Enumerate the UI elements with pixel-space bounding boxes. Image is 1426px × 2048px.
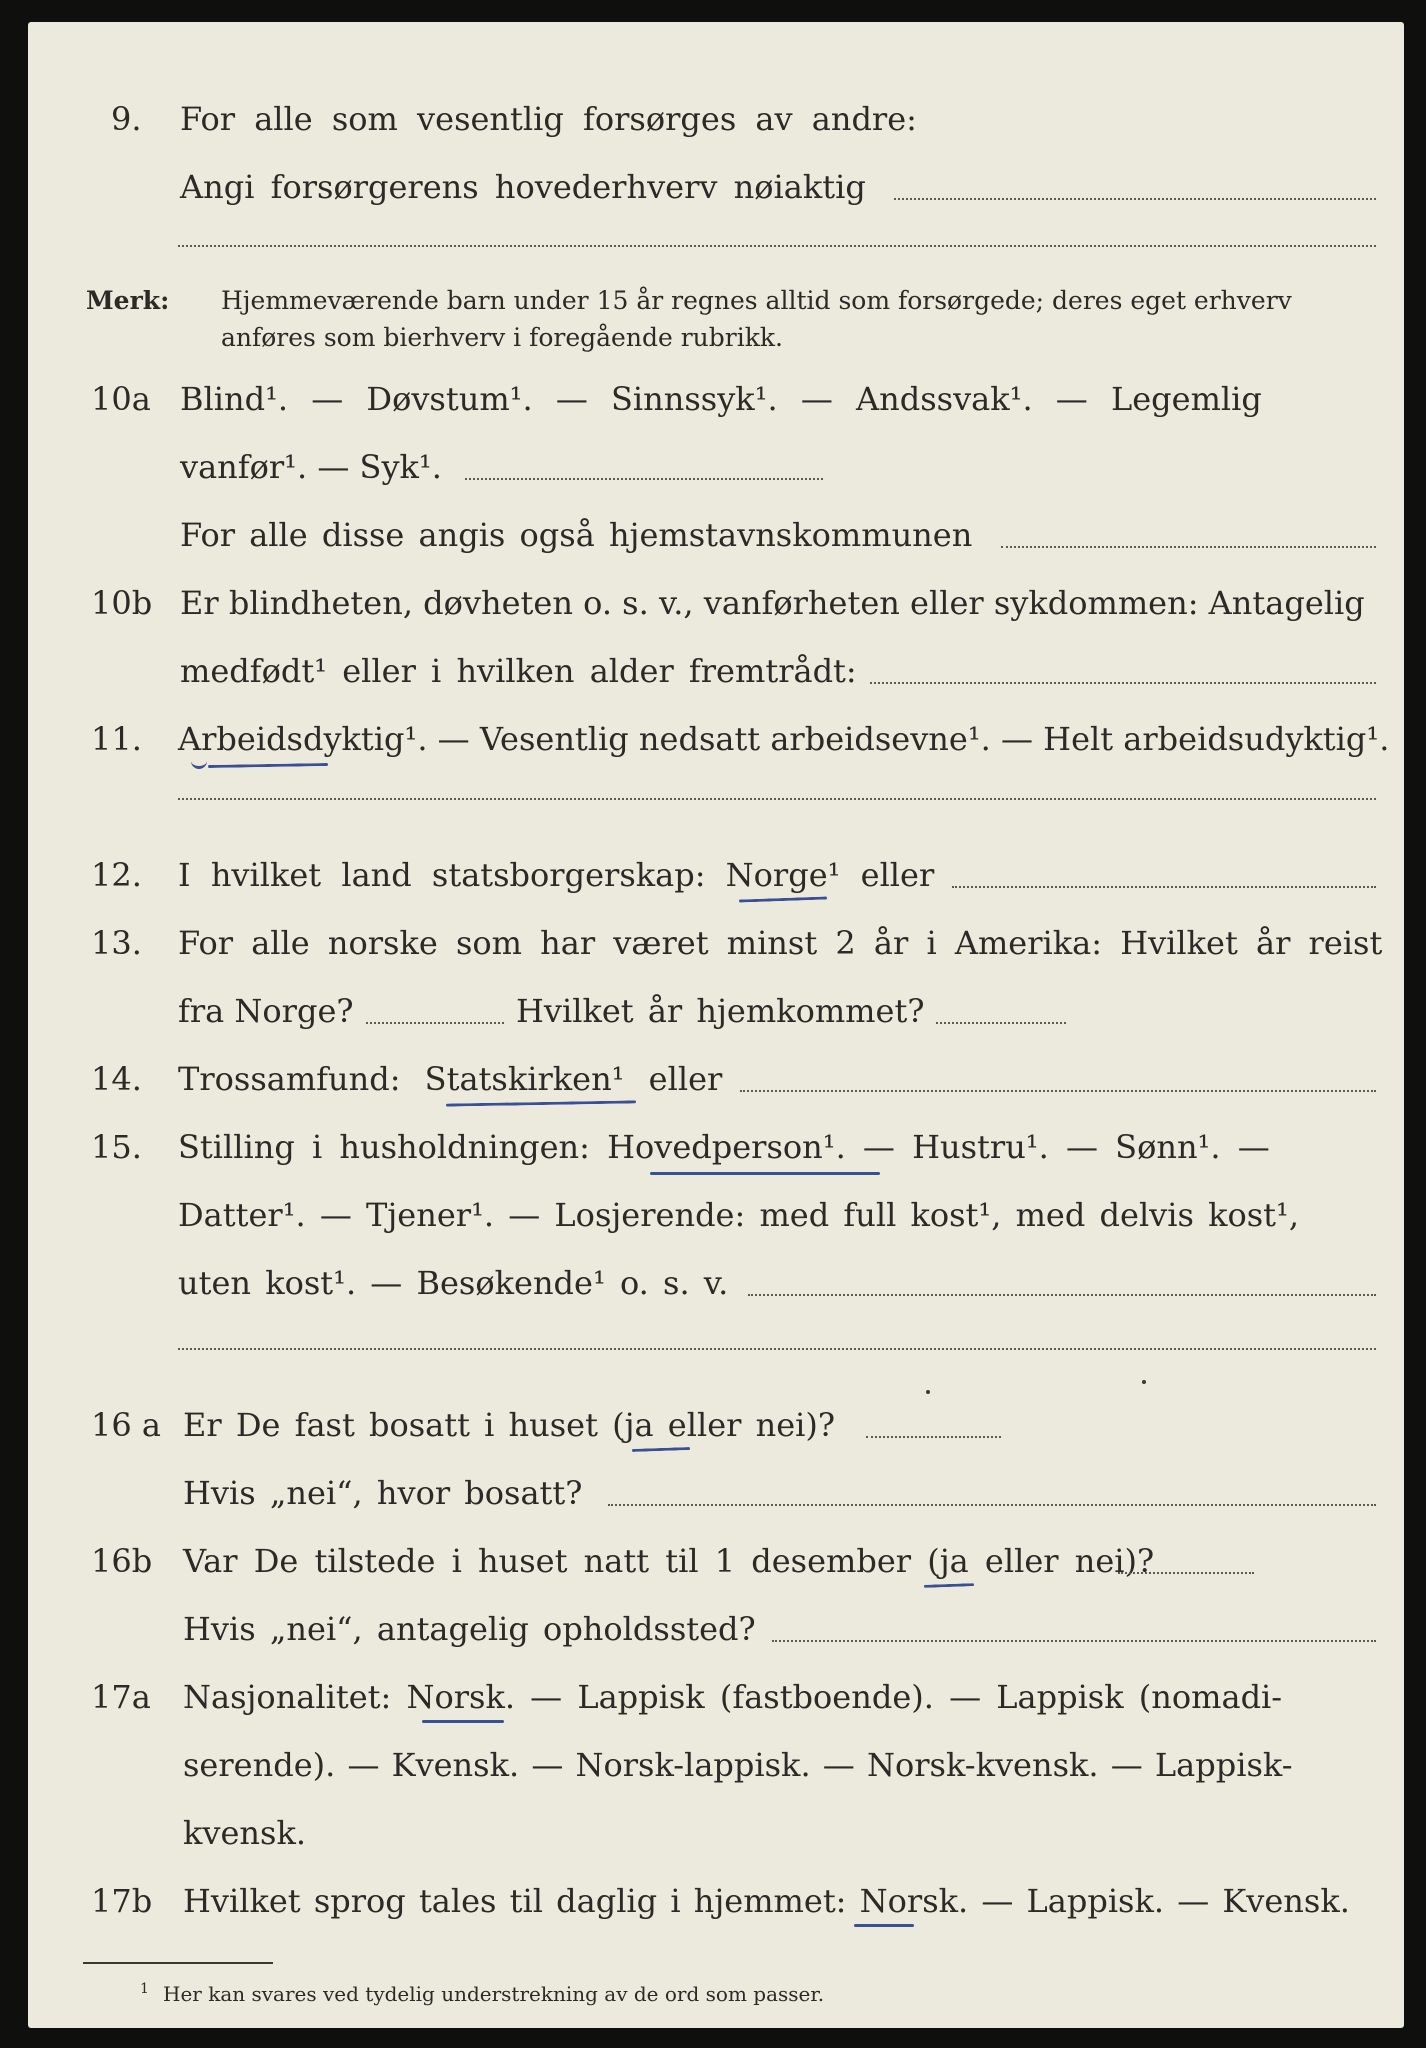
- q17b-number: 17b: [91, 1882, 153, 1920]
- q16b-pen-underline: [924, 1583, 974, 1588]
- q16b-row-2: [28, 1610, 1404, 1650]
- q17b-text: Hvilket sprog tales til daglig i hjemmet: Norsk. — Lappisk. — Kvensk.: [183, 1882, 1350, 1920]
- q9-answer-field-2[interactable]: [178, 245, 1376, 247]
- q10b-answer-field[interactable]: [870, 682, 1376, 684]
- q16a-answer-field[interactable]: [866, 1436, 1001, 1438]
- q15-text-2: Datter¹. — Tjener¹. — Losjerende: med full kost¹, med delvis kost¹,: [178, 1196, 1300, 1234]
- footnote-rule: [83, 1962, 273, 1964]
- q15-row: [28, 1128, 1404, 1168]
- q17a-row-2: [28, 1746, 1404, 1786]
- q9-text: For alle som vesentlig forsørges av andre:: [180, 100, 917, 138]
- q16b-text-2: Hvis „nei“, antagelig opholdssted?: [183, 1610, 756, 1648]
- merk-text-2: anføres som bierhverv i foregående rubrikk.: [221, 323, 783, 352]
- merk-label: Merk:: [86, 286, 170, 315]
- q10a-number: 10a: [91, 380, 151, 418]
- q13-text-2b: Hvilket år hjemkommet?: [516, 992, 925, 1030]
- ink-speck: [926, 1390, 930, 1394]
- q16a-row-2: [28, 1474, 1404, 1514]
- q10a-row: [28, 380, 1404, 420]
- q14-pen-underline: [446, 1100, 636, 1106]
- q16b-row: [28, 1542, 1404, 1582]
- q13-left-year-field[interactable]: [366, 1022, 504, 1024]
- q17a-text-3: kvensk.: [183, 1814, 306, 1852]
- q10b-number: 10b: [91, 584, 153, 622]
- q13-number: 13.: [91, 924, 142, 962]
- footnote-mark: 1: [140, 1981, 149, 1997]
- q17b-row: [28, 1882, 1404, 1922]
- q16a-text: Er De fast bosatt i huset (ja eller nei)?: [183, 1406, 836, 1444]
- q16b-number: 16b: [91, 1542, 153, 1580]
- q15-row-3: [28, 1264, 1404, 1304]
- q12-answer-field[interactable]: [952, 886, 1376, 888]
- q17a-number: 17a: [91, 1678, 151, 1716]
- q17a-text: Nasjonalitet: Norsk. — Lappisk (fastboende). — Lappisk (nomadi-: [183, 1678, 1283, 1716]
- q17a-row-3: [28, 1814, 1404, 1854]
- q16b-answer-field[interactable]: [1118, 1572, 1254, 1574]
- q13-row-2: [28, 992, 1404, 1032]
- q17a-pen-underline: [422, 1720, 504, 1723]
- q11-text: Arbeidsdyktig¹. — Vesentlig nedsatt arbeidsevne¹. — Helt arbeidsudyktig¹.: [178, 720, 1390, 758]
- q13-return-year-field[interactable]: [936, 1022, 1066, 1024]
- q17b-pen-underline: [854, 1924, 914, 1927]
- q10b-row: [28, 584, 1404, 624]
- q15-text: Stilling i husholdningen: Hovedperson¹. — Hustru¹. — Sønn¹. —: [178, 1128, 1270, 1166]
- q16b-location-field[interactable]: [772, 1640, 1376, 1642]
- q13-text-2a: fra Norge?: [178, 992, 354, 1030]
- q15-row-2: [28, 1196, 1404, 1236]
- q10a-text-2: vanfør¹. — Syk¹.: [180, 448, 442, 486]
- q15-answer-field[interactable]: [748, 1294, 1376, 1296]
- q15-number: 15.: [91, 1128, 142, 1166]
- q17a-row: [28, 1678, 1404, 1718]
- ink-speck: [1142, 1380, 1146, 1384]
- q10a-answer-field[interactable]: [465, 478, 823, 480]
- q9-row-2: [28, 168, 1404, 208]
- q11-pen-hook: [191, 758, 207, 769]
- q10a-row-2: [28, 448, 1404, 488]
- q10a-text-3: For alle disse angis også hjemstavnskommunen: [180, 516, 973, 554]
- q10a-row-3: [28, 516, 1404, 556]
- q16b-text: Var De tilstede i huset natt til 1 desember (ja eller nei)?: [183, 1542, 1155, 1580]
- census-form-page: [28, 22, 1404, 2028]
- q11-number: 11.: [91, 720, 142, 758]
- q12-text: I hvilket land statsborgerskap: Norge¹ eller: [178, 856, 935, 894]
- q11-row: [28, 720, 1404, 760]
- merk-text: Hjemmeværende barn under 15 år regnes alltid som forsørgede; deres eget erhverv: [221, 286, 1292, 315]
- q16a-text-2: Hvis „nei“, hvor bosatt?: [183, 1474, 583, 1512]
- q16a-row: [28, 1406, 1404, 1446]
- q11-pen-underline: [208, 763, 328, 768]
- q16a-pen-underline: [632, 1447, 690, 1452]
- q14-answer-field[interactable]: [740, 1090, 1376, 1092]
- q10b-text-2: medfødt¹ eller i hvilken alder fremtrådt:: [180, 652, 857, 690]
- q10b-text: Er blindheten, døvheten o. s. v., vanførheten eller sykdommen: Antagelig: [180, 584, 1365, 622]
- q13-row: [28, 924, 1404, 964]
- q14-row: [28, 1060, 1404, 1100]
- q14-text: Trossamfund: Statskirken¹ eller: [178, 1060, 723, 1098]
- q12-pen-underline: [739, 896, 827, 902]
- q12-number: 12.: [91, 856, 142, 894]
- q11-answer-field[interactable]: [178, 798, 1376, 800]
- q12-row: [28, 856, 1404, 896]
- q10a-text: Blind¹. — Døvstum¹. — Sinnssyk¹. — Andssvak¹. — Legemlig: [180, 380, 1262, 418]
- q9-row: [28, 100, 1404, 140]
- q14-number: 14.: [91, 1060, 142, 1098]
- q10a-hometown-field[interactable]: [1001, 546, 1376, 548]
- q13-text: For alle norske som har været minst 2 år i Amerika: Hvilket år reist: [178, 924, 1383, 962]
- q15-answer-field-2[interactable]: [178, 1348, 1376, 1350]
- q15-pen-underline: [650, 1172, 880, 1175]
- q16a-number: 16 a: [91, 1406, 161, 1444]
- q15-text-3: uten kost¹. — Besøkende¹ o. s. v.: [178, 1264, 729, 1302]
- merk-row-2: [28, 323, 1404, 363]
- q16a-residence-field[interactable]: [608, 1504, 1376, 1506]
- merk-row: [28, 286, 1404, 326]
- q10b-row-2: [28, 652, 1404, 692]
- q9-answer-field[interactable]: [894, 198, 1376, 200]
- footnote-text: Her kan svares ved tydelig understrekning av de ord som passer.: [163, 1982, 825, 2006]
- q9-number: 9.: [111, 100, 142, 138]
- q17a-text-2: serende). — Kvensk. — Norsk-lappisk. — Norsk-kvensk. — Lappisk-: [183, 1746, 1293, 1784]
- q9-text-2: Angi forsørgerens hovederhverv nøiaktig: [180, 168, 866, 206]
